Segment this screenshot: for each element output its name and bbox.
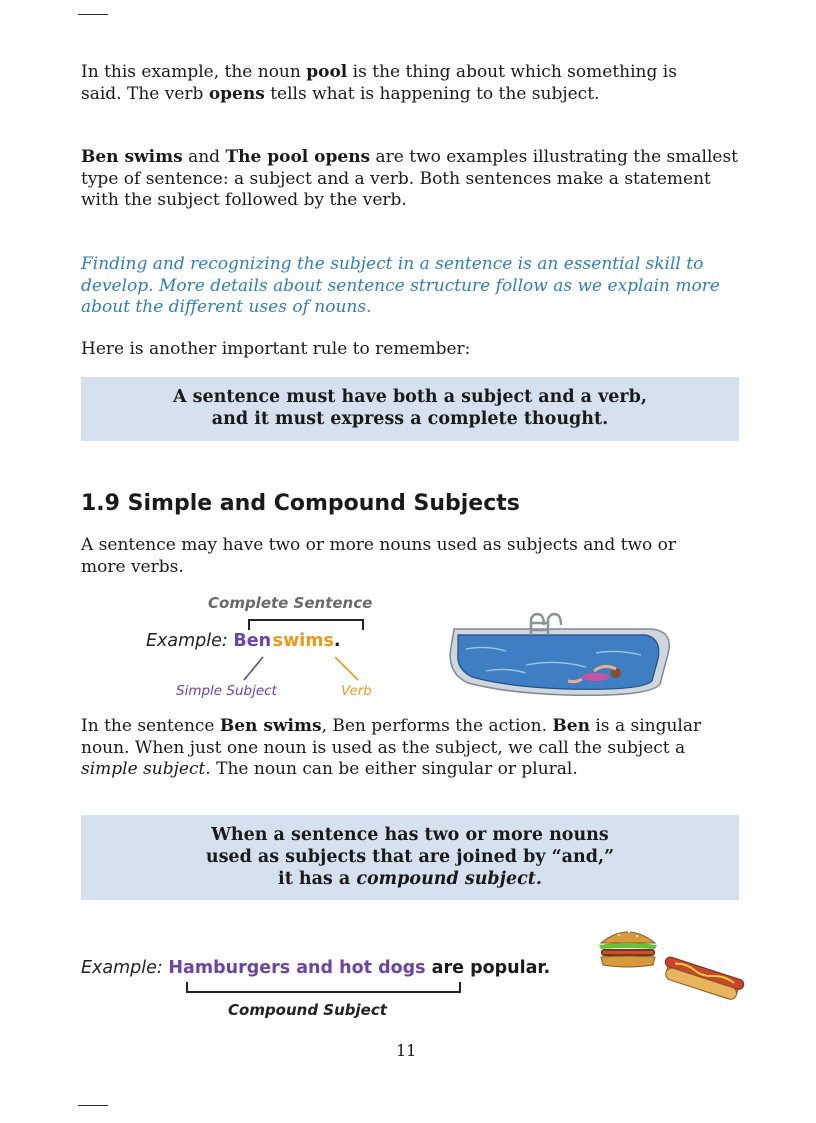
rule-box-subject-verb — [81, 377, 739, 441]
compound-bracket-right — [459, 982, 461, 993]
simple-subject-label: Simple Subject — [176, 683, 277, 699]
example-subject-ben: Ben — [233, 631, 272, 651]
paragraph-another-rule: Here is another important rule to remember: — [81, 339, 471, 359]
example-one: Example: Ben swims. — [146, 631, 341, 651]
crop-mark-top — [78, 14, 108, 15]
complete-sentence-label: Complete Sentence — [208, 594, 373, 612]
section-heading: 1.9 Simple and Compound Subjects — [81, 491, 520, 516]
paragraph-finding-subject-note: Finding and recognizing the subject in a sentence is an essential skill to develop. More details about sentence structure follow as we explain more about the different uses of nouns. — [81, 254, 720, 317]
paragraph-pool-example: In this example, the noun pool is the thing about which something is said. The verb opens tells what is happening to the subject. — [81, 62, 677, 104]
paragraph-two-or-more-nouns: A sentence may have two or more nouns used as subjects and two or more verbs. — [81, 535, 676, 577]
example-prefix: Example: — [146, 631, 228, 651]
rule2-line-1: When a sentence has two or more nouns — [211, 825, 609, 845]
term-simple-subject: simple subject. — [81, 759, 211, 779]
swimming-pool-illustration — [446, 609, 678, 701]
bracket-left — [248, 619, 250, 630]
rule-line-2: and it must express a complete thought. — [211, 409, 609, 429]
page-number: 11 — [396, 1041, 417, 1060]
rule2-line-3: it has a compound subject. — [278, 869, 542, 889]
example2-prefix: Example: — [81, 958, 163, 978]
subject-pointer-line — [244, 657, 263, 680]
rule2-line-2: used as subjects that are joined by “and,” — [205, 847, 615, 867]
compound-subject-label: Compound Subject — [228, 1001, 387, 1019]
compound-bracket-bottom — [186, 991, 461, 993]
paragraph-smallest-sentence: Ben swims and The pool opens are two examples illustrating the smallest type of sentence: a subject and a verb. Both sentences make a statement with the subject followed by the verb. — [81, 147, 738, 210]
bracket-right — [362, 619, 364, 630]
verb-label: Verb — [341, 683, 372, 699]
rule-box-compound-subject — [81, 815, 739, 900]
term-compound-subject: compound subject. — [356, 869, 542, 889]
example2-compound-subject: Hamburgers and hot dogs — [168, 958, 426, 978]
paragraph-simple-subject: In the sentence Ben swims, Ben performs the action. Ben is a singular noun. When just one noun is used as the subject, we call the subject a simple subject. The noun can be either singular or plural. — [81, 716, 702, 779]
bold-opens: opens — [208, 83, 265, 104]
compound-bracket-left — [186, 982, 188, 993]
example-two — [81, 958, 550, 978]
crop-mark-bottom — [78, 1105, 108, 1106]
hamburger-illustration — [597, 925, 659, 969]
rule-line-1: A sentence must have both a subject and a verb, — [173, 387, 647, 407]
example2-rest: are popular. — [425, 958, 551, 978]
example-verb-swims: swims — [272, 631, 334, 651]
hot-dog-illustration — [662, 956, 744, 1000]
verb-pointer-line — [335, 657, 358, 680]
bold-pool: pool — [306, 62, 348, 82]
bracket-top — [248, 619, 364, 621]
